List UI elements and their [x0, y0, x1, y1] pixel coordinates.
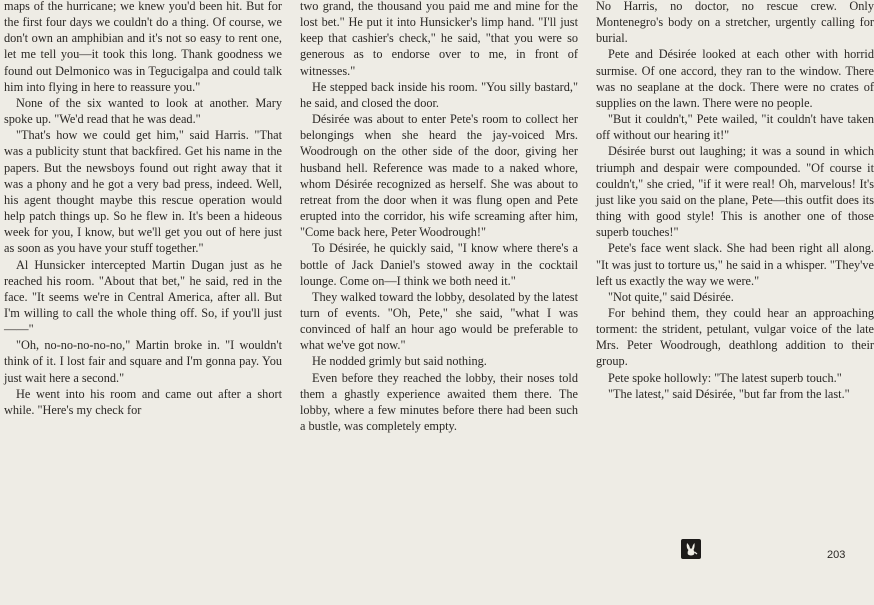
- paragraph: "That's how we could get him," said Harris. "That was a publicity stunt that backfired. Get his name in the papers. But the newsboys found out right away that it was a phony and he got a very bad press, indeed. Well, his agent thought maybe this rescue operation would help patch things up. So he flew in. It's been a hideous week for you, I know, but we'll get you out of here just as soon as you have your stuff together.": [4, 128, 282, 256]
- paragraph: "Oh, no-no-no-no-no," Martin broke in. "I wouldn't think of it. I lost fair and square and I'm gonna pay. You just wait here a second.": [4, 338, 282, 385]
- paragraph: To Désirée, he quickly said, "I know where there's a bottle of Jack Daniel's stowed away in the cocktail lounge. Come on—I think we both need it.": [300, 241, 578, 288]
- paragraph: Désirée was about to enter Pete's room to collect her belongings when she heard the jay-voiced Mrs. Woodrough on the other side of the door, giving her husband hell. Reference was made to a naked whore, whom Désirée recognized as herself. She was about to retreat from the door when it was flung open and Pete erupted into the corridor, his wife screaming after him, "Come back here, Peter Woodrough!": [300, 112, 578, 240]
- paragraph: Pete and Désirée looked at each other with horrid surmise. Of one accord, they ran to the window. There was no seaplane at the dock. There were no crates of supplies on the lawn. There were no people.: [596, 47, 874, 110]
- paragraph: Pete's face went slack. She had been right all along. "It was just to torture us," he said in a whisper. "They've left us exactly the way we were.": [596, 241, 874, 288]
- paragraph: They walked toward the lobby, desolated by the latest turn of events. "Oh, Pete," she said, "what I was convinced of half an hour ago would be preferable to what we've got now.": [300, 289, 578, 353]
- paragraph: "But it couldn't," Pete wailed, "it couldn't have taken off without our hearing it!": [596, 112, 874, 143]
- paragraph: "The latest," said Désirée, "but far from the last.": [608, 386, 850, 401]
- paragraph: Désirée burst out laughing; it was a sound in which triumph and despair were compounded. "Of course it couldn't," she cried, "if it were real! Oh, marvelous! It's just like you said on the plane, Pete—this outfit does its thing with good style! This is another one of those superb touches!": [596, 144, 874, 240]
- page-number: 203: [827, 549, 846, 561]
- paragraph: No Harris, no doctor, no rescue crew. Only Montenegro's body on a stretcher, urgently calling for burial.: [596, 0, 874, 46]
- paragraph: Al Hunsicker intercepted Martin Dugan just as he reached his room. "About that bet," he said, red in the face. "It seems we're in Central America, after all. But I'm willing to call the whole thing off. So, if you'll just——": [4, 257, 282, 337]
- paragraph: For behind them, they could hear an approaching torment: the strident, petulant, vulgar voice of the late Mrs. Peter Woodrough, deathlong addition to their group.: [596, 305, 874, 369]
- paragraph: He stepped back inside his room. "You silly bastard," he said, and closed the door.: [300, 79, 578, 110]
- text-column-3: [596, 0, 874, 402]
- text-column-2: [300, 0, 578, 434]
- paragraph: He went into his room and came out after a short while. "Here's my check for: [4, 386, 282, 417]
- paragraph: two grand, the thousand you paid me and mine for the lost bet." He put it into Hunsicker's limp hand. "I'll just keep that cashier's check," he said, "that you were so generous as to endorse over to me, in front of witnesses.": [300, 0, 578, 78]
- paragraph: He nodded grimly but said nothing.: [312, 354, 487, 369]
- paragraph: maps of the hurricane; we knew you'd been hit. But for the first four days we couldn't do a thing. Of course, we don't own an amphibian and it's not so easy to rent one, let me tell you—it took this long. Thank goodness we found out Delmonico was in Tegucigalpa and could talk him into flying in here to reassure you.": [4, 0, 282, 94]
- paragraph: None of the six wanted to look at another. Mary spoke up. "We'd read that he was dead.": [4, 95, 282, 127]
- paragraph: "Not quite," said Désirée.: [608, 289, 734, 304]
- rabbit-head-icon: [681, 539, 701, 559]
- text-column-1: [4, 0, 282, 418]
- paragraph: Even before they reached the lobby, their noses told them a ghastly experience awaited them there. The lobby, where a few minutes before there had been such a bustle, was completely empty.: [300, 370, 578, 434]
- paragraph: Pete spoke hollowly: "The latest superb touch.": [608, 370, 842, 385]
